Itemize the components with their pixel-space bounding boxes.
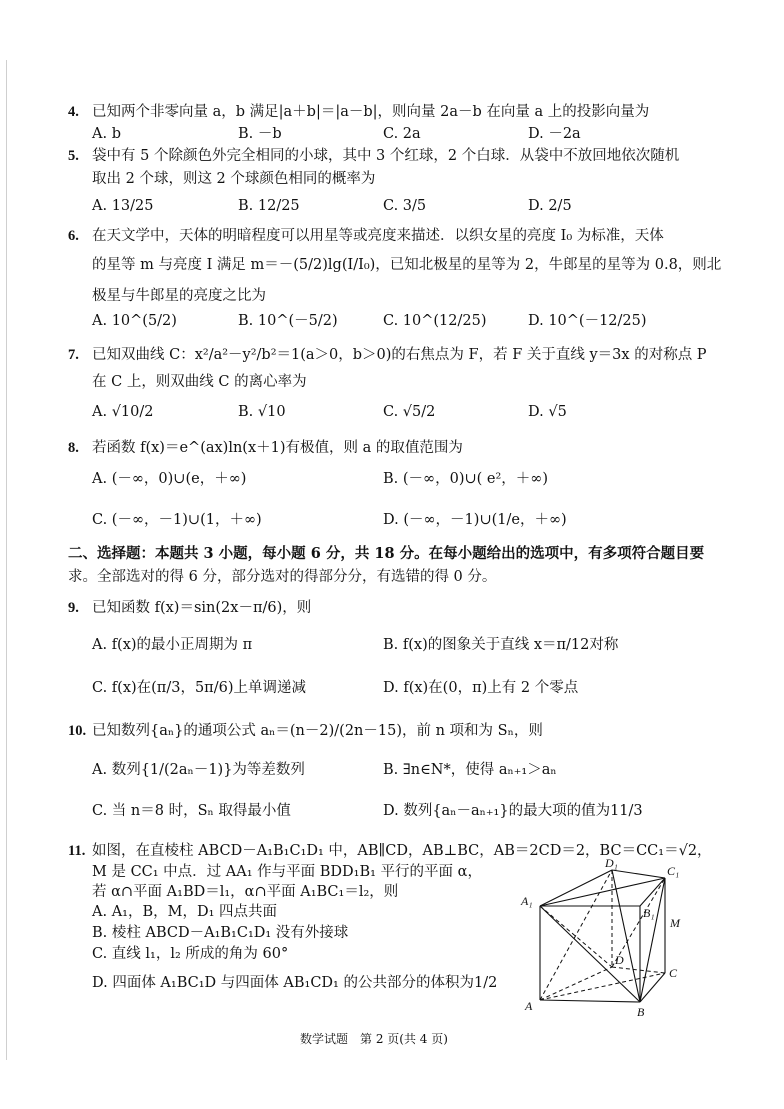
option-a: A. √10/2 [92,404,154,420]
label-a1: A₁ [521,894,533,908]
question-stem-line-2: M 是 CC₁ 中点．过 AA₁ 作与平面 BDD₁B₁ 平行的平面 α， [92,864,482,880]
question-stem-line-3: 若 α∩平面 A₁BD＝l₁，α∩平面 A₁BC₁＝l₂，则 [92,884,399,900]
option-d: D. (－∞，－1)∪(1/e，＋∞) [383,512,567,528]
option-c: C. (－∞，－1)∪(1，＋∞) [92,512,262,528]
option-b: B. (－∞，0)∪( e²，＋∞) [383,471,549,487]
question-stem-line-2: 在 C 上，则双曲线 C 的离心率为 [92,374,307,390]
question-number: 11. [68,843,86,859]
option-b: B. 棱柱 ABCD－A₁B₁C₁D₁ 没有外接球 [92,925,349,941]
label-d: D [615,953,624,967]
binding-margin-line [6,60,7,1060]
option-b: B. －b [238,126,282,142]
section-heading-line-1: 二、选择题：本题共 3 小题，每小题 6 分，共 18 分。在每小题给出的选项中，有多项符合题目要 [68,545,705,562]
option-b: B. f(x)的图象关于直线 x＝π/12对称 [383,637,619,653]
prism-hidden-edges [540,870,665,1000]
question-stem-line-1: 已知双曲线 C：x²/a²－y²/b²＝1(a＞0，b＞0)的右焦点为 F，若 F 关于直线 y＝3x 的对称点 P [92,347,707,363]
option-a: A. f(x)的最小正周期为 π [92,637,253,653]
option-c: C. 10^(12/25) [383,313,487,329]
option-d: D. f(x)在(0，π)上有 2 个零点 [383,680,579,696]
question-number: 7. [68,347,79,363]
question-stem: 若函数 f(x)＝e^(ax)ln(x＋1)有极值，则 a 的取值范围为 [92,440,463,456]
question-stem-line-1: 袋中有 5 个除颜色外完全相同的小球，其中 3 个红球，2 个白球．从袋中不放回地依次随机 [92,148,680,164]
question-number: 4. [68,104,79,120]
option-d: D. 四面体 A₁BC₁D 与四面体 AB₁CD₁ 的公共部分的体积为1/2 [92,975,498,991]
section-heading-line-2: 求。全部选对的得 6 分，部分选对的得部分分，有选错的得 0 分。 [68,569,497,585]
option-b: B. ∃n∈N*，使得 aₙ₊₁＞aₙ [383,762,557,778]
label-a: A [525,999,533,1013]
label-b1: B₁ [643,906,655,920]
prism-edges [540,870,665,1002]
option-a: A. 数列{1/(2aₙ－1)}为等差数列 [92,762,305,778]
question-stem: 已知函数 f(x)＝sin(2x－π/6)，则 [92,600,312,616]
option-c: C. 直线 l₁，l₂ 所成的角为 60° [92,946,289,962]
question-number: 8. [68,440,79,456]
question-stem-line-2: 的星等 m 与亮度 I 满足 m＝－(5/2)lg(I/I₀)，已知北极星的星等为 2，牛郎星的星等为 0.8，则北 [92,257,722,273]
label-m: M [670,916,680,930]
label-d1: D₁ [605,856,618,870]
question-stem-line-1: 如图，在直棱柱 ABCD－A₁B₁C₁D₁ 中，AB∥CD，AB⊥BC，AB＝2CD＝2，BC＝CC₁＝√2， [92,843,712,859]
question-stem-line-1: 在天文学中，天体的明暗程度可以用星等或亮度来描述．以织女星的亮度 I₀ 为标准，天体 [92,228,664,244]
option-c: C. f(x)在(π/3，5π/6)上单调递减 [92,680,306,696]
option-b: B. 12/25 [238,198,300,214]
option-a: A. b [92,126,121,142]
option-d: D. √5 [528,404,567,420]
prism-figure [515,855,690,1020]
option-a: A. 13/25 [92,198,154,214]
question-stem-line-3: 极星与牛郎星的亮度之比为 [92,288,266,304]
option-c: C. 当 n＝8 时，Sₙ 取得最小值 [92,803,291,819]
option-b: B. 10^(－5/2) [238,313,338,329]
label-c: C [669,966,678,980]
option-d: D. 数列{aₙ－aₙ₊₁}的最大项的值为11/3 [383,803,643,819]
question-stem: 已知两个非零向量 a，b 满足|a＋b|＝|a－b|，则向量 2a－b 在向量 a 上的投影向量为 [92,104,650,120]
option-b: B. √10 [238,404,286,420]
question-number: 10. [68,723,87,739]
option-d: D. －2a [528,126,581,142]
option-a: A. 10^(5/2) [92,313,177,329]
question-number: 5. [68,148,79,164]
option-a: A. (－∞，0)∪(e，＋∞) [92,471,247,487]
question-number: 9. [68,600,79,616]
option-c: C. 3/5 [383,198,427,214]
label-b: B [637,1005,645,1019]
question-number: 6. [68,228,79,244]
label-c1: C₁ [667,864,680,878]
option-d: D. 2/5 [528,198,572,214]
option-c: C. 2a [383,126,421,142]
question-stem-line-2: 取出 2 个球，则这 2 个球颜色相同的概率为 [92,171,376,187]
page-footer: 数学试题 第 2 页(共 4 页) [300,1032,448,1046]
question-stem: 已知数列{aₙ}的通项公式 aₙ＝(n－2)/(2n－15)，前 n 项和为 Sₙ，则 [92,723,543,739]
option-a: A. A₁，B，M，D₁ 四点共面 [92,904,278,920]
option-c: C. √5/2 [383,404,436,420]
option-d: D. 10^(－12/25) [528,313,647,329]
